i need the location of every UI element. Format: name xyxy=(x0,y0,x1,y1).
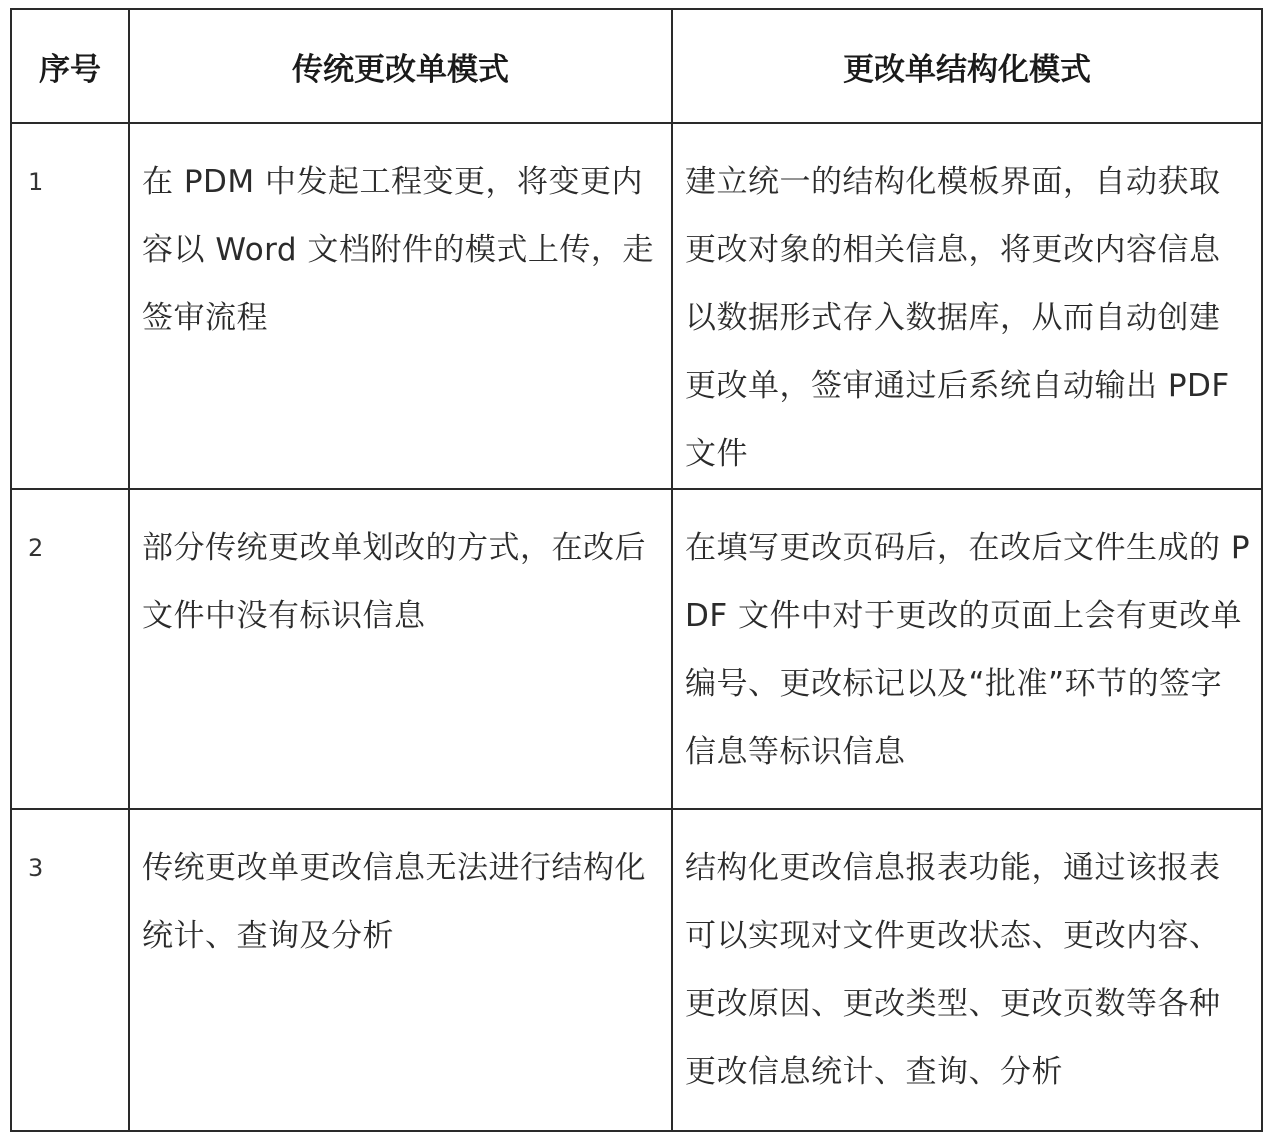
header-col-traditional: 传统更改单模式 xyxy=(129,9,672,123)
row-number: 2 xyxy=(11,489,129,809)
table-row xyxy=(11,123,1262,489)
table-row xyxy=(11,489,1262,809)
traditional-mode-cell: 部分传统更改单划改的方式，在改后文件中没有标识信息 xyxy=(129,489,672,809)
table-row xyxy=(11,809,1262,1131)
traditional-mode-cell: 传统更改单更改信息无法进行结构化统计、查询及分析 xyxy=(129,809,672,1131)
comparison-table xyxy=(10,8,1263,1132)
header-row xyxy=(11,9,1262,123)
row-number: 1 xyxy=(11,123,129,489)
structured-mode-cell: 结构化更改信息报表功能，通过该报表可以实现对文件更改状态、更改内容、更改原因、更改类型、更改页数等各种更改信息统计、查询、分析 xyxy=(672,809,1262,1131)
structured-mode-cell: 在填写更改页码后，在改后文件生成的 PDF 文件中对于更改的页面上会有更改单编号、更改标记以及“批准”环节的签字信息等标识信息 xyxy=(672,489,1262,809)
traditional-mode-cell: 在 PDM 中发起工程变更，将变更内容以 Word 文档附件的模式上传，走签审流程 xyxy=(129,123,672,489)
header-col-structured: 更改单结构化模式 xyxy=(672,9,1262,123)
header-col-no: 序号 xyxy=(11,9,129,123)
row-number: 3 xyxy=(11,809,129,1131)
structured-mode-cell: 建立统一的结构化模板界面，自动获取更改对象的相关信息，将更改内容信息以数据形式存入数据库，从而自动创建更改单，签审通过后系统自动输出 PDF 文件 xyxy=(672,123,1262,489)
